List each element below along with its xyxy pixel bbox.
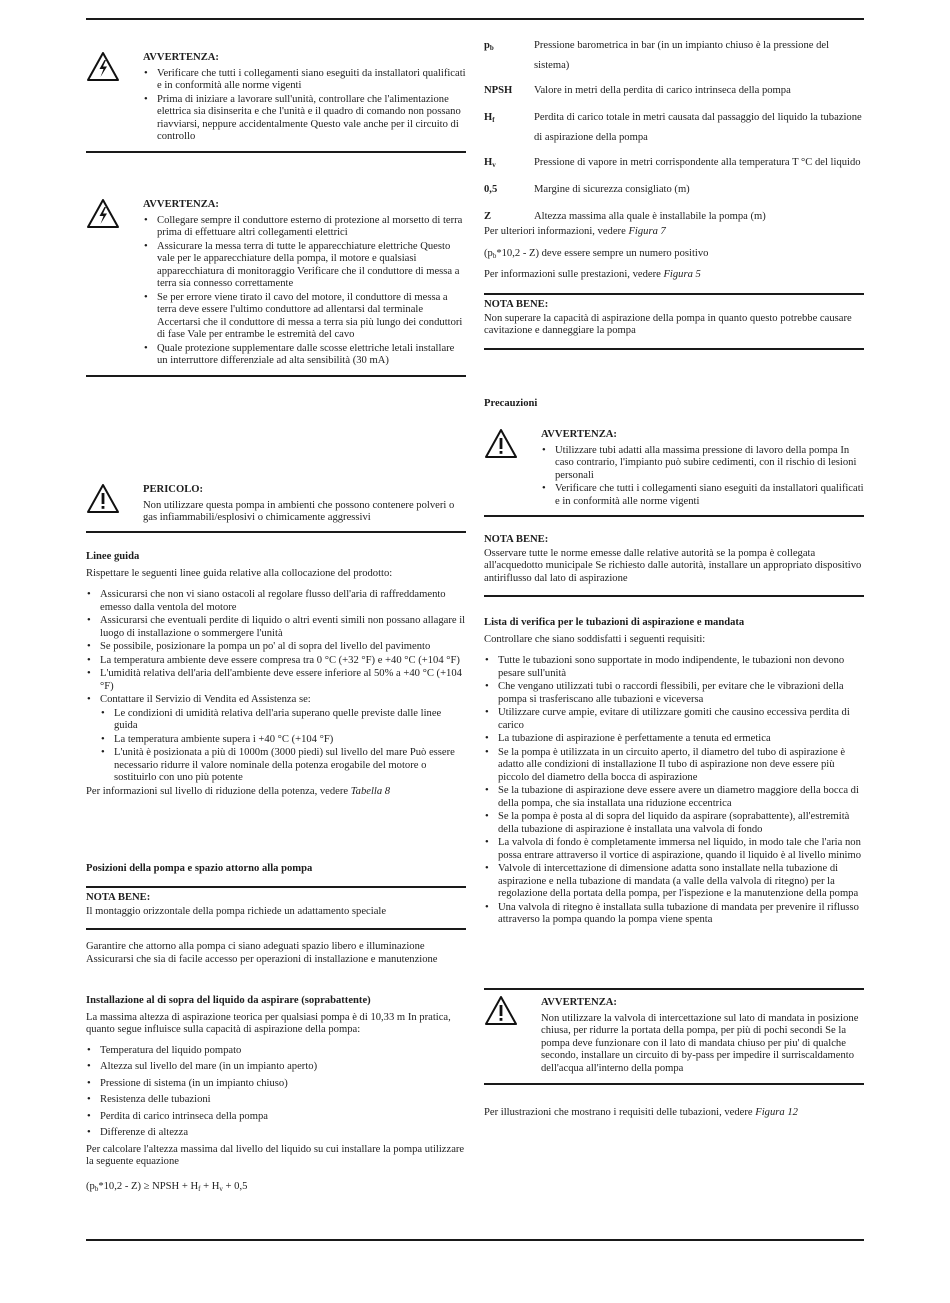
positions-text: Garantire che attorno alla pompa ci siano adeguati spazio libero e illuminazione Assicurarsi che sia di facile accesso per operazioni di installazione e manutenzione [86,941,438,965]
list-item: • Differenze di altezza [86,1127,466,1140]
warning-text: Non utilizzare la valvola di intercettazione sul lato di mandata in posizione chiusa, per ridurre la portata della pompa, per più di pochi secondi Se la pompa deve funzionare con il lato di mandata chiuso per piu' di qualche secondo, installare un circuito di by-pass per impedire il surriscaldamento dell'acqua all'interno della pompa [541,1012,859,1074]
perf-text [484,269,864,282]
equation [86,1181,466,1194]
references-block [484,226,864,288]
danger-exclamation-icon [86,482,143,531]
list-item: • Se per errore viene tirato il cavo del motore, il conduttore di messa a terra deve essere l'ultimo conduttore ad allentarsi dal terminale Accertarsi che il conduttore di messa a terra sia più lungo dei conduttori di fase Vale per entrambe le estremità del cavo [143,292,466,342]
more-info-label: Per ulteriori informazioni, vedere [484,226,626,237]
sub-list-item: • L'unità è posizionata a più di 1000m (3000 piedi) sul livello del mare Può essere necessario ridurre il valore nominale della potenza erogabile del motore o sostituirlo con uno più potente [100,747,466,785]
warning-title: AVVERTENZA: [143,199,219,210]
factors-list [86,1045,466,1140]
list-item: • Altezza sul livello del mare (in un impianto aperto) [86,1061,466,1074]
symbol-text: NPSH [484,85,513,96]
list-item: • L'umidità relativa dell'aria dell'ambiente deve essere inferiore al 50% a +40 °C (+104 °F) [86,668,466,693]
figura-5-link[interactable]: Figura 5 [663,269,701,280]
list-item: • Resistenza delle tubazioni [86,1094,466,1107]
sub-list-item: • La temperatura ambiente supera i +40 °C (+104 °F) [100,734,466,747]
definition-text: Margine di sicurezza consigliato (m) [534,184,690,195]
reference-text [86,786,466,799]
list-item: • Assicurare la messa terra di tutte le apparecchiature elettriche Questo vale per le apparecchiature della pompa, il motore e qualsiasi apparecchiatura di monitoraggio Verificare che il conduttore di messa a terra sia connesso correttamente [143,241,466,291]
nota-text: Osservare tutte le norme emesse dalle relative autorità se la pompa è collegata all'acquedotto municipale Se richiesto dalle autorità, installare un appropriato dispositivo antiriflusso dal lato di aspirazione [484,547,862,584]
list-item: • Quale protezione supplementare dalle scosse elettriche letali installare un interruttore differenziale ad alta sensibilità (30 mA) [143,343,466,368]
checklist-list [484,655,864,927]
install-intro: La massima altezza di aspirazione teorica per qualsiasi pompa è di 10,33 m In pratica, quanto segue influisce sulla capacità di aspirazione della pompa: [86,1011,451,1035]
list-item: • Temperatura del liquido pompato [86,1045,466,1058]
symbol-text: H [484,157,493,168]
equation-part: *10,2 - Z) ≥ NPSH + H [98,1180,199,1192]
warning-exclamation-icon [484,427,541,515]
bottom-rule [86,1239,864,1241]
nota-title: NOTA BENE: [86,892,151,903]
positive-part: *10,2 - Z) deve essere sempre un numero positivo [496,247,709,259]
list-item: • Pressione di sistema (in un impianto chiuso) [86,1078,466,1091]
list-item: • La temperatura ambiente deve essere compresa tra 0 °C (+32 °F) e +40 °C (+104 °F) [86,655,466,668]
nota-text: Non superare la capacità di aspirazione della pompa in quanto questo potrebbe causare cavitazione e danneggiare la pompa [484,312,852,336]
definition-row [484,180,864,207]
definition-symbol [484,153,534,180]
warning-electrical-1 [86,50,466,153]
nota-bene-block [86,886,466,930]
list-item: • Assicurarsi che eventuali perdite di liquido o altri eventi simili non possano allagare il luogo di installazione o sommergere l'unità [86,615,466,640]
list-item: • Assicurarsi che non vi siano ostacoli al regolare flusso dell'aria di raffreddamento emesso dalla ventola del motore [86,589,466,614]
guidelines-section [86,551,466,804]
nota-title: NOTA BENE: [484,299,549,310]
positive-part: (p [484,247,493,259]
final-label: Per illustrazioni che mostrano i requisiti delle tubazioni, vedere [484,1107,753,1118]
positions-heading: Posizioni della pompa e spazio attorno alla pompa [86,863,313,874]
precautions-heading: Precauzioni [484,398,538,409]
definition-text: Pressione barometrica in bar (in un impianto chiuso è la pressione del sistema) [534,40,830,71]
install-heading: Installazione al di sopra del liquido da aspirare (soprabattente) [86,995,371,1006]
electrical-hazard-icon [86,50,143,151]
definition-symbol [484,81,534,108]
danger-block [86,482,466,533]
equation-part: + H [200,1180,220,1192]
symbol-sub: v [492,161,496,169]
install-section [86,995,466,1199]
more-info-text [484,226,864,239]
list-item-text: Contattare il Servizio di Vendita ed Assistenza se: [100,694,311,705]
warning-exclamation-icon [484,995,541,1075]
list-item: • Che vengano utilizzati tubi o raccordi flessibili, per evitare che le vibrazioni della pompa si trasferiscano alle tubazioni e viceversa [484,681,864,706]
equation-part: (p [86,1180,95,1192]
list-item: • Se la pompa è posta al di sopra del liquido da aspirare (soprabattente), all'estremità della tubazione di aspirazione è installata una valvola di fondo [484,811,864,836]
warning-valve [484,988,864,1085]
symbol-text: 0,5 [484,184,498,195]
definition-text: Altezza massima alla quale è installabile la pompa (m) [534,211,766,222]
checklist-intro: Controllare che siano soddisfatti i seguenti requisiti: [484,633,706,645]
list-item: • La valvola di fondo è completamente immersa nel liquido, in modo tale che l'aria non possa entrare attraverso il vortice di aspirazione, quando il liquido è al livello minimo [484,837,864,862]
guidelines-heading: Linee guida [86,551,140,562]
warning-electrical-2 [86,197,466,377]
list-item: • Se possibile, posizionare la pompa un po' al di sopra del livello del pavimento [86,641,466,654]
sub-list-item: • Le condizioni di umidità relativa dell'aria superano quelle previste dalle linee guida [100,708,466,733]
definition-symbol [484,180,534,207]
definition-row [484,153,864,180]
checklist-heading: Lista di verifica per le tubazioni di aspirazione e mandata [484,617,745,628]
list-item: • Perdita di carico intrinseca della pompa [86,1111,466,1124]
sub-list [100,708,466,785]
list-item: • Una valvola di ritegno è installata sulla tubazione di mandata per prevenire il riflusso attraverso la pompa quando la pompa viene spenta [484,902,864,927]
nota-bene-block [484,293,864,350]
symbol-text: H [484,112,493,123]
nota-bene-block [484,534,864,597]
list-item: • Valvole di intercettazione di dimensione adatta sono installate nella tubazione di aspirazione e nella tubazione di mandata (a valle della valvola di ritegno) per la regolazione della portata della pompa, per l'ispezione e la manutenzione della pompa [484,863,864,901]
table-8-link[interactable]: Tabella 8 [350,785,391,797]
equation-sub: b [94,1184,99,1193]
figura-7-link[interactable]: Figura 7 [628,226,666,237]
top-rule [86,18,864,20]
list-item: • Utilizzare tubi adatti alla massima pressione di lavoro della pompa In caso contrario, l'impianto può subire cedimenti, con il rischio di lesioni personali [541,445,864,483]
symbol-text: p [484,40,490,51]
definition-text: Pressione di vapore in metri corrispondente alla temperatura T °C del liquido [534,157,861,168]
precautions-heading-block [484,398,864,415]
definition-symbol [484,108,534,153]
reference-label: Per informazioni sul livello di riduzione della potenza, vedere [86,785,349,797]
nota-title: NOTA BENE: [484,534,549,545]
list-item: • Prima di iniziare a lavorare sull'unità, controllare che l'alimentazione elettrica sia disinserita e che l'unità e il quadro di comando non possano riavviarsi, neppure accidentalmente Questo vale anche per il circuito di controllo [143,94,466,144]
list-item: • Verificare che tutti i collegamenti siano eseguiti da installatori qualificati e in conformità alle norme vigenti [143,68,466,93]
list-item: • La tubazione di aspirazione è perfettamente a tenuta ed ermetica [484,733,864,746]
pump-positions-heading-block [86,863,466,880]
danger-text: Non utilizzare questa pompa in ambienti che possono contenere polveri o gas infiammabili/esplosivi o chimicamente aggressivi [143,499,455,523]
guidelines-list [86,589,466,785]
definition-row [484,81,864,108]
warning-pressure [484,427,864,517]
definition-row [484,36,864,81]
list-item: • Se la pompa è utilizzata in un circuito aperto, il diametro del tubo di aspirazione è adatto alle condizioni di installazione Il tubo di aspirazione non deve essere più piccolo del diametro della bocca di aspirazione [484,747,864,785]
list-item: • Collegare sempre il conduttore esterno di protezione al morsetto di terra prima di effettuare altri collegamenti elettrici [143,215,466,240]
list-item: • Tutte le tubazioni sono supportate in modo indipendente, le tubazioni non devono pesare sull'unità [484,655,864,680]
list-item: • Utilizzare curve ampie, evitare di utilizzare gomiti che causino eccessiva perdita di carico [484,707,864,732]
danger-title: PERICOLO: [143,484,204,495]
checklist-section [484,617,864,928]
guidelines-intro: Rispettare le seguenti linee guida relative alla collocazione del prodotto: [86,567,393,579]
definition-row [484,108,864,153]
definition-text: Perdita di carico totale in metri causata dal passaggio del liquido la tubazione di aspirazione della pompa [534,112,862,143]
warning-title: AVVERTENZA: [541,997,617,1008]
positive-sub: b [492,251,497,260]
warning-title: AVVERTENZA: [143,52,219,63]
equation-sub: v [219,1184,223,1193]
final-text [484,1107,864,1120]
final-reference-block [484,1107,864,1126]
list-item: • Verificare che tutti i collegamenti siano eseguiti da installatori qualificati e in conformità alle norme vigenti [541,483,864,508]
perf-label: Per informazioni sulle prestazioni, vedere [484,269,661,280]
nota-text: Il montaggio orizzontale della pompa richiede un adattamento speciale [86,905,387,917]
electrical-hazard-icon [86,197,143,375]
list-item: • Se la tubazione di aspirazione deve essere avere un diametro maggiore della bocca di della pompa, che sia installata una riduzione eccentrica [484,785,864,810]
equation-part: + 0,5 [222,1180,248,1192]
symbol-sub: f [492,116,495,124]
definitions-block [484,36,864,234]
figura-12-link[interactable]: Figura 12 [755,1107,798,1118]
calc-text: Per calcolare l'altezza massima dal livello del liquido su cui installare la pompa utilizzare la seguente equazione [86,1143,465,1167]
equation-sub: f [198,1184,201,1193]
positive-text [484,248,864,261]
list-item [86,694,466,785]
symbol-sub: b [489,44,494,52]
positions-text-block [86,941,466,972]
definition-text: Valore in metri della perdita di carico intrinseca della pompa [534,85,791,96]
definitions-table [484,36,864,234]
warning-title: AVVERTENZA: [541,429,617,440]
definition-symbol [484,36,534,81]
symbol-text: Z [484,211,492,222]
